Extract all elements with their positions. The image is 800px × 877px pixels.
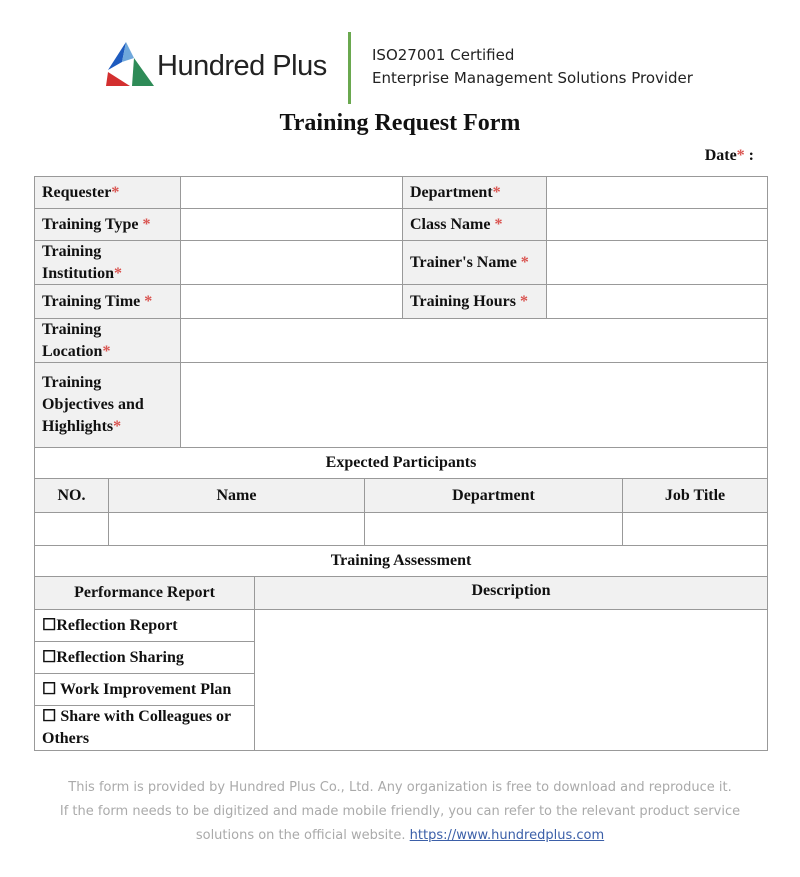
description-header: Description (255, 577, 768, 610)
option-share-with-colleagues[interactable]: ☐ Share with Colleagues or Others (35, 706, 255, 751)
expected-participants-heading: Expected Participants (35, 448, 768, 479)
option-reflection-sharing[interactable]: ☐Reflection Sharing (35, 642, 255, 674)
trainers-name-field[interactable] (547, 241, 768, 285)
participant-no-field[interactable] (35, 513, 109, 546)
participant-job-title-field[interactable] (623, 513, 768, 546)
footer-line-2: If the form needs to be digitized and made mobile friendly, you can refer to the relevant product service (59, 804, 741, 819)
hundred-plus-logo-icon (104, 40, 156, 90)
training-location-label: Training Location* (35, 319, 181, 363)
option-reflection-report[interactable]: ☐Reflection Report (35, 610, 255, 642)
training-type-label: Training Type * (35, 209, 181, 241)
option-work-improvement-plan[interactable]: ☐ Work Improvement Plan (35, 674, 255, 706)
participants-col-job-title: Job Title (623, 479, 768, 513)
participants-col-department: Department (365, 479, 623, 513)
objectives-field[interactable] (181, 363, 768, 448)
class-name-label: Class Name * (403, 209, 547, 241)
training-time-field[interactable] (181, 285, 403, 319)
training-assessment-heading: Training Assessment (35, 546, 768, 577)
department-label: Department* (403, 177, 547, 209)
page-title: Training Request Form (279, 110, 521, 136)
training-time-label: Training Time * (35, 285, 181, 319)
training-hours-field[interactable] (547, 285, 768, 319)
iso-certification: ISO27001 Certified (372, 46, 515, 64)
department-field[interactable] (547, 177, 768, 209)
participant-department-field[interactable] (365, 513, 623, 546)
brand-name: Hundred Plus (157, 50, 327, 82)
training-hours-label: Training Hours * (403, 285, 547, 319)
company-tagline: Enterprise Management Solutions Provider (372, 69, 693, 87)
performance-report-header: Performance Report (35, 577, 255, 610)
description-field[interactable] (255, 610, 768, 751)
training-institution-label: Training Institution* (35, 241, 181, 285)
requester-label: Requester* (35, 177, 181, 209)
training-type-field[interactable] (181, 209, 403, 241)
participants-col-no: NO. (35, 479, 109, 513)
requester-field[interactable] (181, 177, 403, 209)
training-location-field[interactable] (181, 319, 768, 363)
participant-name-field[interactable] (109, 513, 365, 546)
objectives-label: Training Objectives and Highlights* (35, 363, 181, 448)
training-institution-field[interactable] (181, 241, 403, 285)
website-link[interactable]: https://www.hundredplus.com (409, 828, 605, 843)
footer-note (0, 776, 800, 848)
trainers-name-label: Trainer's Name * (403, 241, 547, 285)
participants-col-name: Name (109, 479, 365, 513)
header-divider (348, 32, 351, 104)
class-name-field[interactable] (547, 209, 768, 241)
footer-line-3: solutions on the official website. (195, 828, 406, 843)
date-label[interactable]: Date* : (704, 147, 754, 164)
training-request-table (34, 176, 768, 751)
footer-line-1: This form is provided by Hundred Plus Co., Ltd. Any organization is free to download and reproduce it. (68, 780, 732, 795)
